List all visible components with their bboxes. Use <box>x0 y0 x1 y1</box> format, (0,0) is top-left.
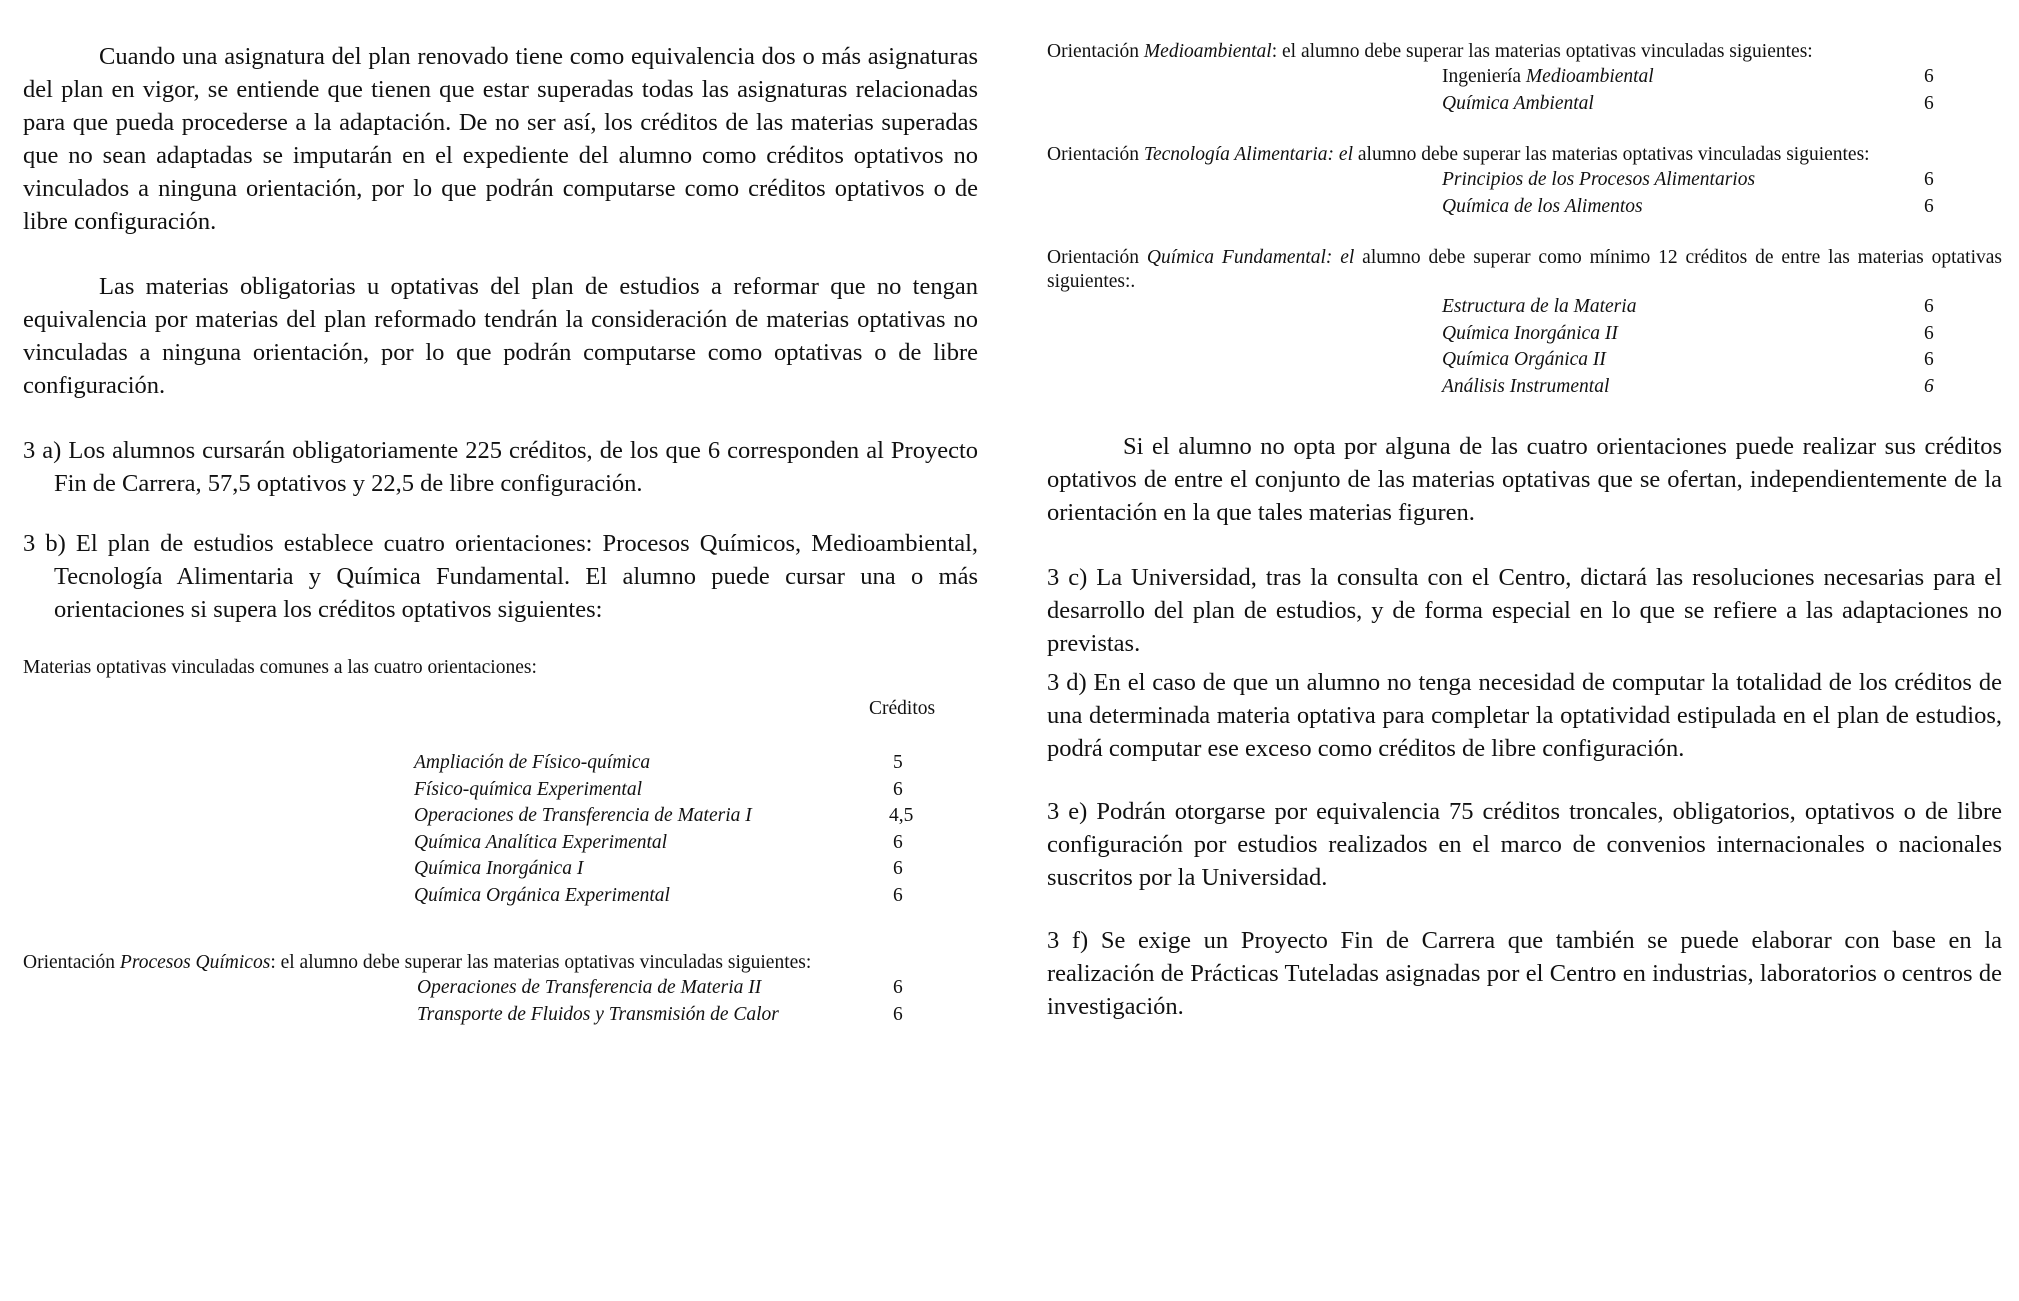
orientation-prefix: Orientación <box>23 952 120 973</box>
paragraph-materias-obligatorias: Las materias obligatorias u optativas del plan de estudios a reformar que no tengan equivalencia por materias del plan reformado tendrán la consideración de materias optativas no vinculadas a ninguna orientación, por lo que podrán computarse como optativas o de libre configuración. <box>23 273 978 399</box>
common-subjects-table <box>23 750 978 909</box>
orientation-text: alumno debe superar las materias optativas vinculadas siguientes: <box>1353 144 1870 165</box>
orientation-name: Tecnología Alimentaria: el <box>1143 144 1353 165</box>
subject-name: Físico-química Experimental <box>414 778 642 800</box>
orientation-quimica-fundamental <box>1047 246 2002 294</box>
table-row <box>23 856 978 883</box>
table-row <box>23 777 978 804</box>
credits-header-label: Créditos <box>869 698 936 719</box>
medioambiental-table <box>1047 64 2002 117</box>
item-3c: 3 c) La Universidad, tras la consulta con el Centro, dictará las resoluciones necesarias para el desarrollo del plan de estudios, y de forma especial en lo que se refiere a las adaptaciones no previstas. <box>1047 564 2002 657</box>
right-column <box>1047 40 2002 1023</box>
subject-credits: 6 <box>1924 375 1934 397</box>
paragraph-equivalencia: Cuando una asignatura del plan renovado tiene como equivalencia dos o más asignaturas del plan en vigor, se entiende que tienen que estar superadas todas las asignaturas relacionadas para que pueda procederse a la adaptación. De no ser así, los créditos de las materias superadas que no sean adaptadas se imputarán en el expediente del alumno como créditos optativos no vinculados a ninguna orientación, por lo que podrán computarse como créditos optativos o de libre configuración. <box>23 43 978 235</box>
orientation-procesos-quimicos <box>23 951 978 975</box>
orientation-tecnologia-alimentaria <box>1047 143 2002 167</box>
subject-credits: 6 <box>893 778 903 800</box>
item-3e: 3 e) Podrán otorgarse por equivalencia 75 créditos troncales, obligatorios, optativos o de libre configuración por estudios realizados en el marco de convenios internacionales o nacionales suscritos por la Universidad. <box>1047 798 2002 891</box>
subject-credits: 6 <box>893 831 903 853</box>
table-row <box>1047 347 2002 374</box>
subject-credits: 6 <box>893 977 903 998</box>
item-3a: 3 a) Los alumnos cursarán obligatoriamente 225 créditos, de los que 6 corresponden al Proyecto Fin de Carrera, 57,5 optativos y 22,5 de libre configuración. <box>23 437 978 497</box>
subject-credits: 6 <box>893 858 903 879</box>
orientation-text: alumno debe superar como mínimo 12 créditos de entre las materias optativas siguientes:. <box>1047 247 2002 292</box>
paragraph-no-opta: Si el alumno no opta por alguna de las cuatro orientaciones puede realizar sus créditos optativos de entre el conjunto de las materias optativas que se ofertan, independientemente de la orientación en la que tales materias figuren. <box>1047 433 2002 526</box>
orientation-name: Procesos Químicos <box>119 952 271 973</box>
subject-name: Estructura de la Materia <box>1442 296 1637 317</box>
subject-credits: 6 <box>1924 169 1934 190</box>
table-row <box>1047 321 2002 348</box>
table-row <box>23 803 978 830</box>
quimica-fundamental-table <box>1047 294 2002 400</box>
orientation-prefix: Orientación <box>1047 41 1144 62</box>
table-row <box>1047 194 2002 221</box>
subject-name: Química Inorgánica I <box>414 858 584 879</box>
table-row <box>1047 374 2002 401</box>
subject-name <box>1442 64 1654 91</box>
subject-credits: 5 <box>893 752 903 773</box>
subject-name: Operaciones de Transferencia de Materia I <box>414 805 752 826</box>
subject-name: Química Analítica Experimental <box>414 831 668 853</box>
orientation-name: Medioambiental <box>1143 41 1272 62</box>
procesos-quimicos-table <box>23 975 978 1028</box>
subject-name: Operaciones de Transferencia de Materia II <box>417 977 762 998</box>
item-3d: 3 d) En el caso de que un alumno no tenga necesidad de computar la totalidad de los créditos de una determinada materia optativa para completar la optatividad estipulada en el plan de estudios, podrá computar ese exceso como créditos de libre configuración. <box>1047 669 2002 762</box>
orientation-prefix: Orientación <box>1047 247 1147 268</box>
subject-credits: 6 <box>1924 92 1934 114</box>
subject-name-prefix: Ingeniería <box>1442 66 1526 87</box>
subject-name: Química de los Alimentos <box>1442 195 1643 217</box>
tecnologia-alimentaria-table <box>1047 167 2002 220</box>
subject-name: Transporte de Fluidos y Transmisión de Calor <box>417 1003 779 1025</box>
table-row <box>1047 294 2002 321</box>
subject-credits: 6 <box>893 884 903 906</box>
left-column <box>23 40 978 1028</box>
subject-name: Química Orgánica Experimental <box>414 884 670 906</box>
orientation-prefix: Orientación <box>1047 144 1144 165</box>
table-row <box>1047 64 2002 91</box>
subject-name-main: Medioambiental <box>1525 66 1654 87</box>
table-row <box>23 750 978 777</box>
subject-credits: 6 <box>1924 349 1934 370</box>
orientation-medioambiental <box>1047 40 2002 64</box>
subject-credits: 6 <box>1924 296 1934 317</box>
table-row <box>1047 167 2002 194</box>
credits-column-header <box>23 694 978 724</box>
table-row <box>23 830 978 857</box>
table-row <box>23 1002 978 1029</box>
table-row <box>23 975 978 1002</box>
subject-name: Principios de los Procesos Alimentarios <box>1442 169 1756 190</box>
subject-credits: 6 <box>1924 322 1934 344</box>
subject-name: Análisis Instrumental <box>1442 375 1610 397</box>
subject-name: Química Inorgánica II <box>1442 322 1618 344</box>
subject-credits: 6 <box>1924 195 1934 217</box>
table-row <box>23 883 978 910</box>
item-3b: 3 b) El plan de estudios establece cuatro orientaciones: Procesos Químicos, Medioambiental, Tecnología Alimentaria y Química Fundamental. El alumno puede cursar una o más orientaciones si supera los créditos optativos siguientes: <box>23 530 978 623</box>
subject-credits: 6 <box>893 1003 903 1025</box>
orientation-text: : el alumno debe superar las materias optativas vinculadas siguientes: <box>1271 41 1813 62</box>
subject-name: Química Ambiental <box>1442 92 1594 114</box>
subject-credits: 6 <box>1924 66 1934 87</box>
subject-name: Ampliación de Físico-química <box>414 752 651 773</box>
subject-name: Química Orgánica II <box>1442 349 1606 370</box>
table-row <box>1047 91 2002 118</box>
orientation-text: : el alumno debe superar las materias optativas vinculadas siguientes: <box>270 952 812 973</box>
orientation-name: Química Fundamental: el <box>1146 247 1355 268</box>
common-subjects-heading: Materias optativas vinculadas comunes a las cuatro orientaciones: <box>23 657 537 678</box>
subject-credits: 4,5 <box>889 805 914 826</box>
item-3f: 3 f) Se exige un Proyecto Fin de Carrera que también se puede elaborar con base en la realización de Prácticas Tuteladas asignadas por el Centro en industrias, laboratorios o centros de investigación. <box>1047 927 2002 1020</box>
